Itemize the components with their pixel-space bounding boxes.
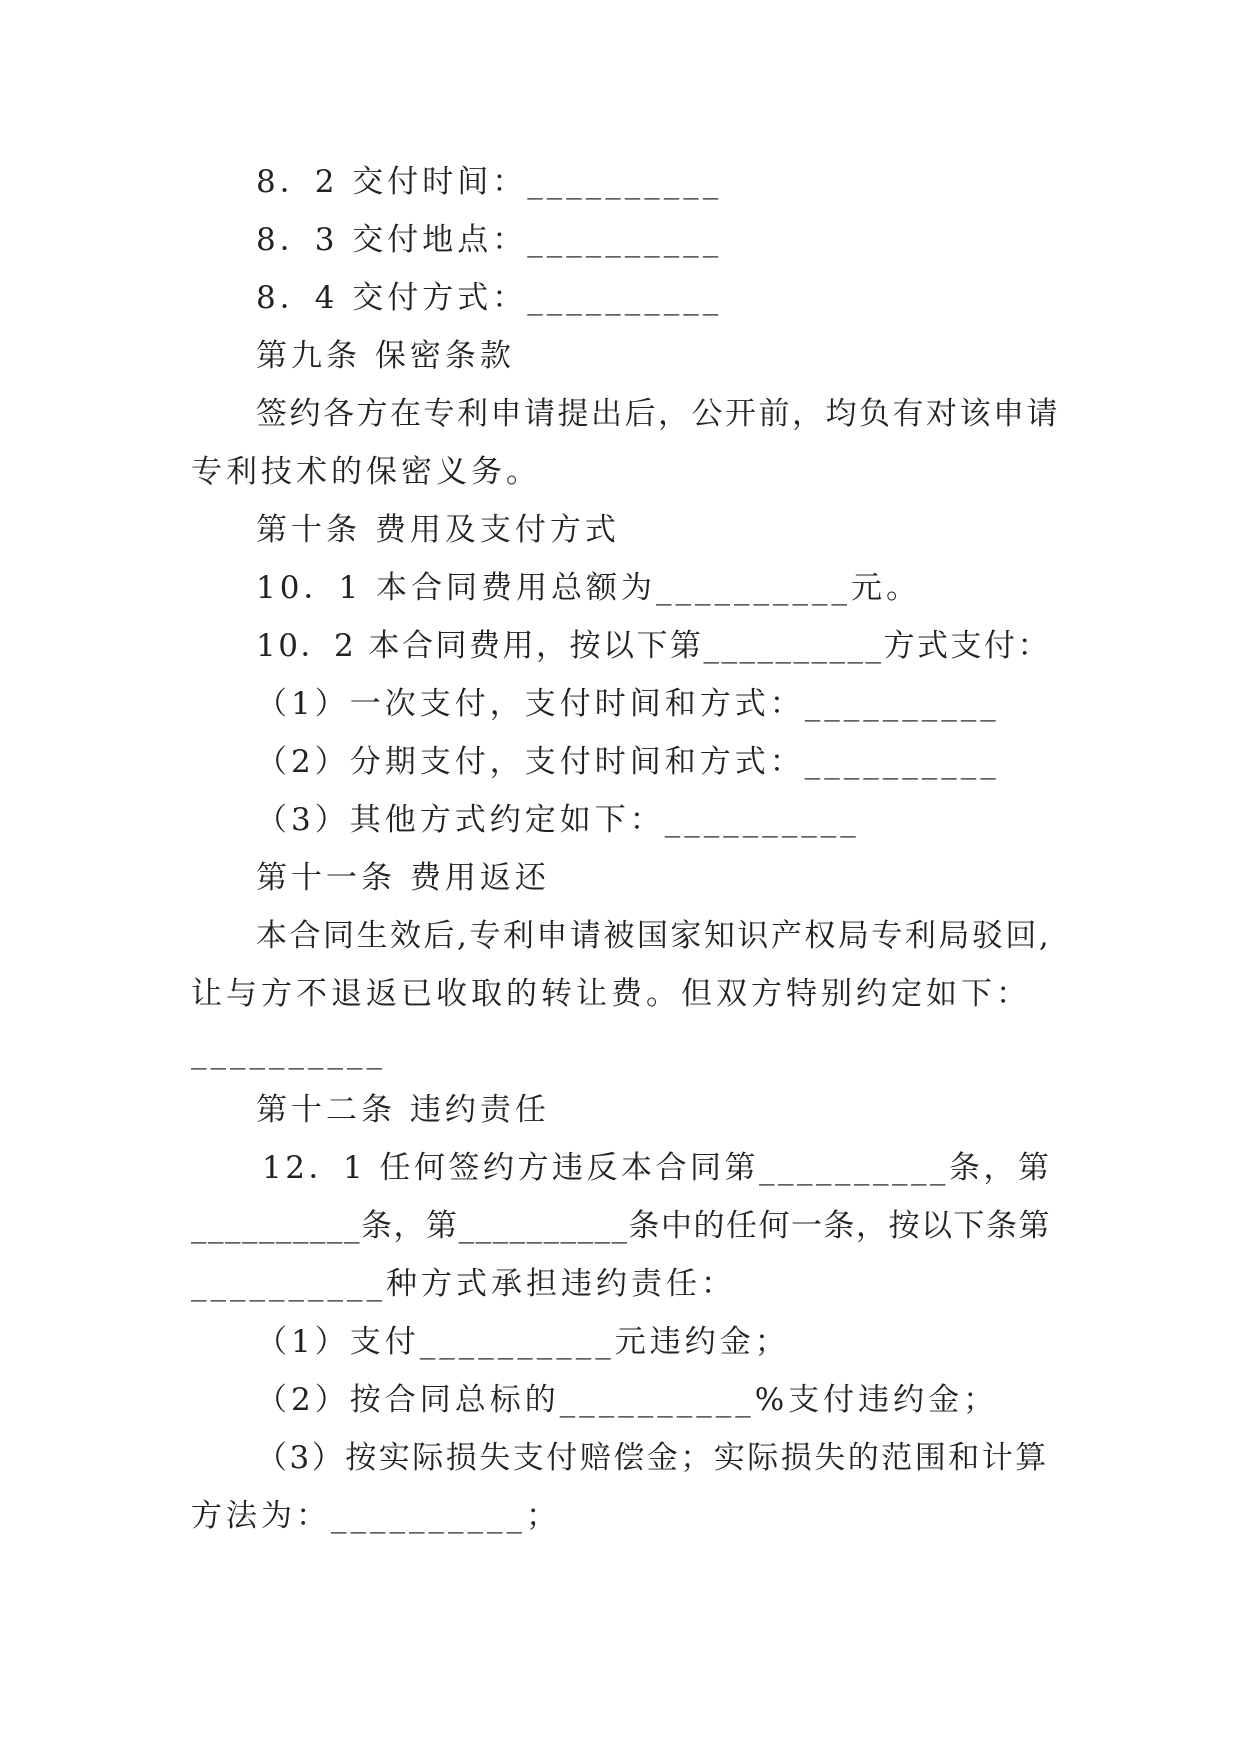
clause-12-1-line-3: __________种方式承担违约责任： — [191, 1266, 736, 1302]
article-9-heading: 第九条 保密条款 — [256, 338, 515, 374]
article-11-body-line-1: 本合同生效后,专利申请被国家知识产权局专利局驳回, — [256, 918, 1052, 954]
clause-8-2-delivery-time: 8．2 交付时间：__________ — [256, 164, 723, 200]
clause-10-2-payment-method: 10．2 本合同费用，按以下第__________方式支付： — [256, 628, 1052, 664]
article-11-blank: __________ — [191, 1034, 386, 1070]
clause-12-1-line-1: 12．1 任何签约方违反本合同第__________条，第 — [262, 1150, 1053, 1186]
article-11-heading: 第十一条 费用返还 — [256, 860, 550, 896]
payment-option-3: （3）其他方式约定如下：__________ — [256, 802, 860, 838]
article-12-heading: 第十二条 违约责任 — [256, 1092, 550, 1128]
article-10-heading: 第十条 费用及支付方式 — [256, 512, 620, 548]
liability-option-3-line-1: （3）按实际损失支付赔偿金；实际损失的范围和计算 — [256, 1440, 1049, 1476]
payment-option-2: （2）分期支付，支付时间和方式：__________ — [256, 744, 1000, 780]
article-9-body-line-1: 签约各方在专利申请提出后，公开前，均负有对该申请 — [256, 396, 1060, 432]
clause-8-4-delivery-method: 8．4 交付方式：__________ — [256, 280, 723, 316]
liability-option-1: （1）支付__________元违约金； — [256, 1324, 790, 1360]
article-11-body-line-2: 让与方不退返已收取的转让费。但双方特别约定如下： — [191, 976, 1031, 1012]
clause-10-1-total-fee: 10．1 本合同费用总额为__________元。 — [256, 570, 922, 606]
clause-12-1-line-2: __________条，第__________条中的任何一条，按以下条第 — [191, 1208, 1051, 1244]
clause-8-3-delivery-place: 8．3 交付地点：__________ — [256, 222, 723, 258]
payment-option-1: （1）一次支付，支付时间和方式：__________ — [256, 686, 1000, 722]
liability-option-2: （2）按合同总标的__________%支付违约金； — [256, 1382, 999, 1418]
article-9-body-line-2: 专利技术的保密义务。 — [191, 454, 541, 490]
liability-option-3-line-2: 方法为：__________； — [191, 1498, 561, 1534]
